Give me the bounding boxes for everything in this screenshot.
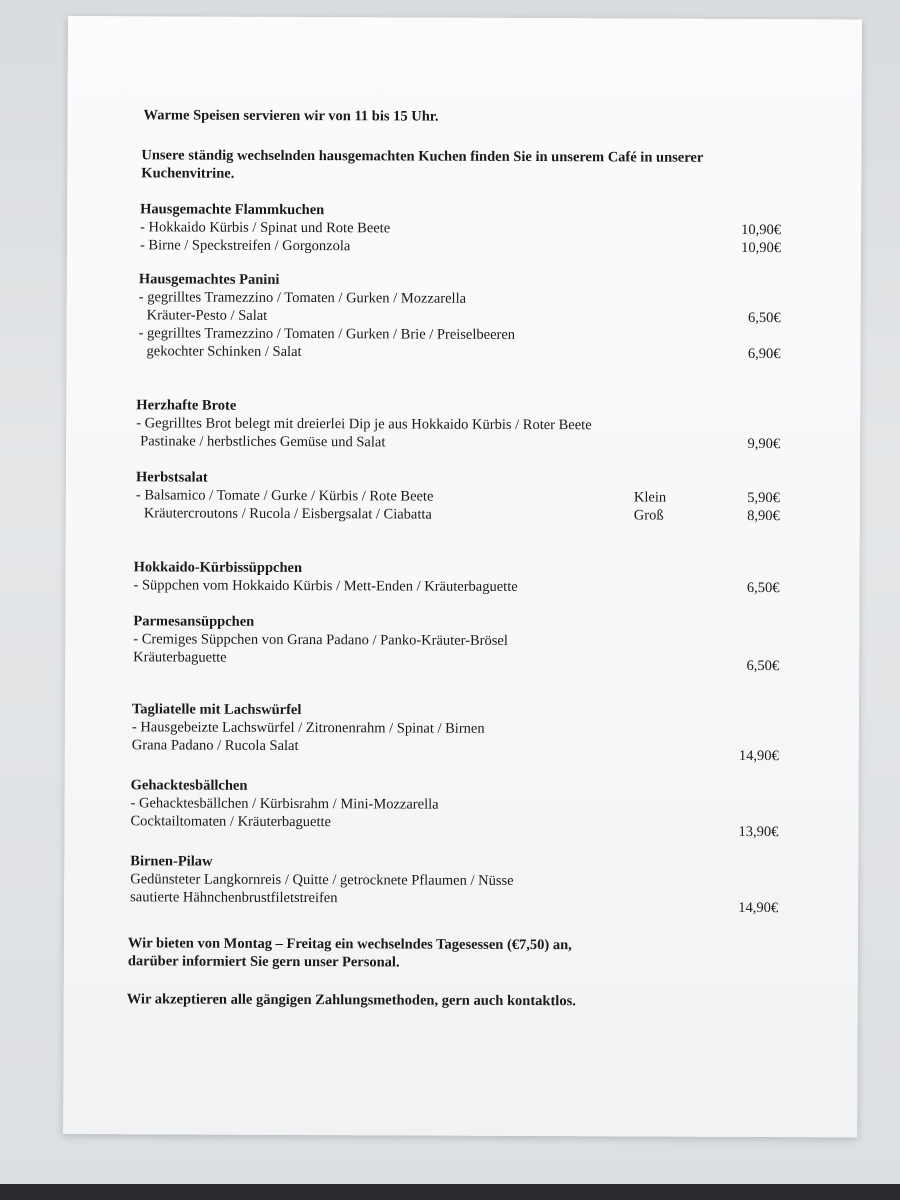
section-kuerbissueppchen [133,558,779,597]
item-line: - gegrilltes Tramezzino / Tomaten / Gurken / Mozzarella [138,289,467,307]
item-description: Kräuter-Pesto / Salat [146,307,268,324]
item-price: 6,90€ [747,345,781,363]
menu-item [130,888,779,917]
section-title: Hokkaido-Kürbissüppchen [133,559,303,577]
section-tagliatelle [131,700,779,765]
size-label: Klein [633,489,667,506]
item-price: 5,90€ [747,489,780,507]
menu-item [138,342,780,363]
hours-note: Warme Speisen servieren wir von 11 bis 15 Uhr. [143,107,439,125]
section-title: Gehacktesbällchen [130,777,248,794]
item-price: 10,90€ [741,221,782,239]
item-line: Gedünsteter Langkornreis / Quitte / getrocknete Pflaumen / Nüsse [130,871,514,889]
item-description: - Balsamico / Tomate / Gurke / Kürbis / Rote Beete [135,487,434,505]
item-description: Kräutercroutons / Rucola / Eisbergsalat / Ciabatta [143,505,432,523]
item-price: 14,90€ [738,899,779,917]
item-description: - Birne / Speckstreifen / Gorgonzola [139,237,351,255]
item-line: - Hausgebeizte Lachswürfel / Zitronenrahm / Spinat / Birnen [131,719,485,737]
menu-item [136,432,780,453]
item-price: 10,90€ [741,239,782,257]
section-title: Tagliatelle mit Lachswürfel [131,701,302,719]
item-line: - Cremiges Süppchen von Grana Padano / Panko-Kräuter-Brösel [133,631,508,649]
menu-item [131,736,779,765]
menu-sheet [63,16,862,1137]
section-brote [136,396,780,453]
item-price: 6,50€ [746,657,780,675]
item-description: Kräuterbaguette [133,649,227,666]
item-price: 6,50€ [748,309,781,327]
item-price: 9,90€ [747,435,781,453]
cakes-note: Unsere ständig wechselnden hausgemachten Kuchen finden Sie in unserem Café in unserer Kuchenvitrine. [141,147,704,182]
table-edge [0,1184,900,1200]
section-title: Hausgemachte Flammkuchen [140,201,325,219]
item-price: 8,90€ [747,507,780,525]
section-title: Birnen-Pilaw [130,853,213,870]
item-description: - Hokkaido Kürbis / Spinat und Rote Beete [140,219,391,237]
item-price: 6,50€ [746,579,780,597]
daily-special-note [128,934,778,973]
section-parmesansueppchen [133,612,780,675]
section-title: Herbstsalat [135,469,208,486]
item-description: sautierte Hähnchenbrustfiletstreifen [130,889,338,907]
section-title: Herzhafte Brote [136,397,237,414]
section-gehacktesbaellchen [130,776,779,841]
item-description: Grana Padano / Rucola Salat [131,737,299,755]
menu-item [133,648,780,675]
section-title: Hausgemachtes Panini [138,271,280,288]
menu-content [126,106,782,1011]
item-description: Cocktailtomaten / Kräuterbaguette [130,813,332,831]
menu-item [136,504,780,525]
size-label: Groß [633,507,664,524]
daily-special-line: darüber informiert Sie gern unser Personal. [127,953,400,971]
section-title: Parmesansüppchen [133,613,255,630]
item-description: - Süppchen vom Hokkaido Kürbis / Mett-Enden / Kräuterbaguette [133,577,518,595]
item-line: - Gehacktesbällchen / Kürbisrahm / Mini-Mozzarella [130,795,439,813]
menu-item [140,236,781,257]
item-line: - gegrilltes Tramezzino / Tomaten / Gurken / Brie / Preiselbeeren [138,325,516,343]
menu-item [130,812,779,841]
item-price: 14,90€ [738,747,779,765]
payment-note: Wir akzeptieren alle gängigen Zahlungsmethoden, gern auch kontaktlos. [126,991,576,1010]
section-panini [138,270,780,363]
section-herbstsalat [136,468,780,525]
item-description: Pastinake / herbstliches Gemüse und Salat [140,433,386,451]
item-description: gekochter Schinken / Salat [146,343,302,361]
menu-item [133,576,779,597]
item-price: 13,90€ [738,823,779,841]
daily-special-line: Wir bieten von Montag – Freitag ein wechselndes Tagesessen (€7,50) an, [127,935,572,954]
section-birnen-pilaw [130,852,779,917]
item-line: - Gegrilltes Brot belegt mit dreierlei Dip je aus Hokkaido Kürbis / Roter Beete [136,415,592,434]
section-flammkuchen [140,200,781,257]
